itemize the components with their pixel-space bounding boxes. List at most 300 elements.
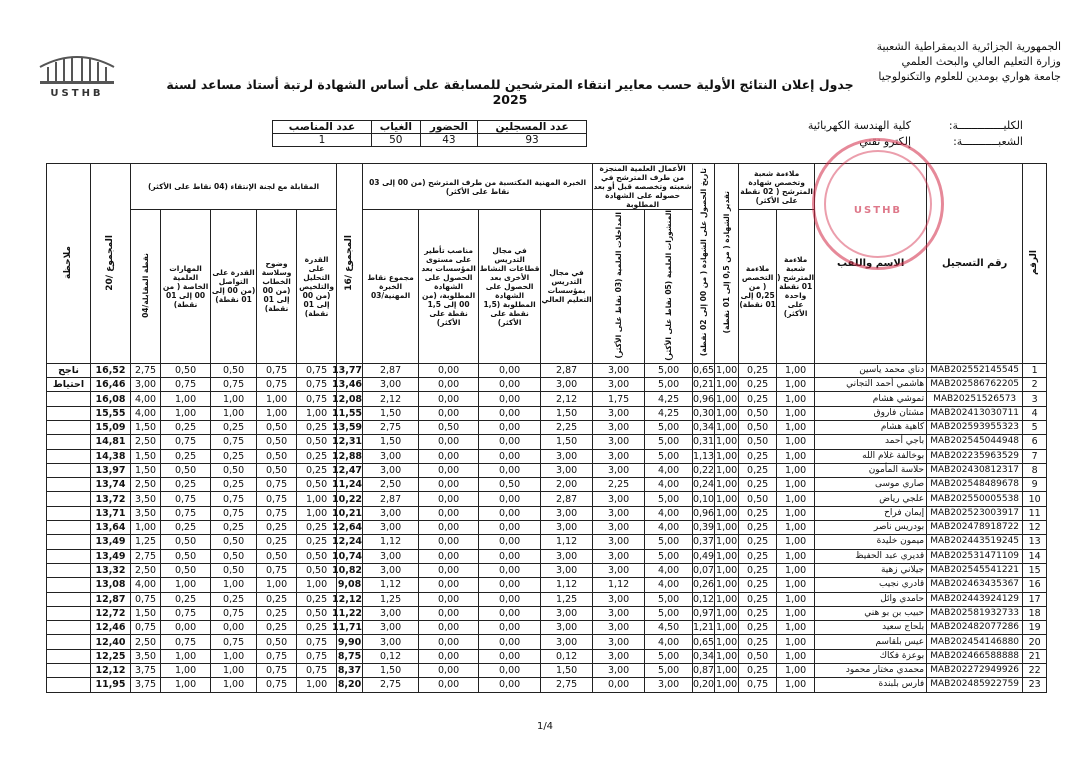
cell-fit-branch: 1,00: [777, 635, 815, 649]
cell-fit-spec: 0,50: [739, 435, 777, 449]
cell-exp-total: 3,00: [363, 549, 419, 563]
cell-supervision: 0,00: [419, 678, 479, 692]
cell-int4: 0,50: [161, 363, 211, 377]
table-row: [47, 621, 1047, 635]
cell-int4: 0,25: [161, 592, 211, 606]
cell-supervision: 0,00: [419, 635, 479, 649]
cell-reg: MAB202552145545: [927, 363, 1023, 377]
cell-pubs: 4,50: [645, 621, 693, 635]
cell-int1: 0,75: [297, 392, 337, 406]
registered-header: عدد المسجلين: [478, 121, 587, 134]
cell-fit-spec: 0,25: [739, 449, 777, 463]
cell-pubs: 4,25: [645, 406, 693, 420]
cell-note: [47, 678, 91, 692]
table-row: [47, 635, 1047, 649]
cell-date: 0,34: [692, 422, 715, 434]
cell-pubs: 5,00: [645, 378, 693, 392]
cell-note: [47, 535, 91, 549]
cell-date: 0,65: [692, 636, 715, 648]
cell-int1: 0,25: [297, 521, 337, 535]
cell-date: 0,10: [692, 493, 715, 505]
cell-int-total: 3,00: [131, 378, 161, 392]
cell-int4: 0,00: [161, 621, 211, 635]
cell-other: 0,00: [479, 506, 541, 520]
cell-reg: MAB202454146880: [927, 635, 1023, 649]
cell-reg: MAB202531471109: [927, 549, 1023, 563]
cell-date: 0,39: [692, 522, 715, 534]
cell-fit-spec: 0,50: [739, 406, 777, 420]
cell-int4: 0,75: [161, 378, 211, 392]
cell-other: 0,00: [479, 392, 541, 406]
cell-fit-branch: 1,00: [777, 435, 815, 449]
cell-total: 13,74: [91, 478, 131, 492]
cell-exp-total: 1,50: [363, 664, 419, 678]
cell-note: [47, 420, 91, 434]
cell-sum16: 12,31: [331, 436, 363, 448]
cell-teach: 3,00: [541, 549, 593, 563]
cell-int3: 0,50: [211, 549, 257, 563]
cell-int4: 0,50: [161, 535, 211, 549]
cell-fit-spec: 0,25: [739, 664, 777, 678]
cell-supervision: 0,00: [419, 463, 479, 477]
cell-date: 0,12: [692, 593, 715, 605]
cell-int2: 0,75: [257, 649, 297, 663]
cell-pubs: 5,00: [645, 449, 693, 463]
cell-int3: 0,75: [211, 635, 257, 649]
cell-supervision: 0,00: [419, 578, 479, 592]
cell-comms: 3,00: [593, 649, 645, 663]
cell-sum16: 8,75: [337, 650, 362, 662]
cell-int4: 0,75: [161, 506, 211, 520]
cell-teach: 2,87: [541, 363, 593, 377]
col-exp-total: مجموع نقاط الخبرة المهنية/03: [363, 210, 419, 364]
col-name: الاسم واللقب: [815, 164, 927, 364]
cell-reg: MAB202443924129: [927, 592, 1023, 606]
cell-int3: 0,25: [211, 420, 257, 434]
cell-exp-total: 3,00: [363, 506, 419, 520]
usthb-logo-caption: USTHB: [50, 88, 104, 99]
cell-int1: 1,00: [297, 406, 337, 420]
cell-total: 12,12: [91, 664, 131, 678]
cell-int-total: 1,50: [131, 606, 161, 620]
cell-teach: 3,00: [541, 606, 593, 620]
cell-fit-branch: 1,00: [777, 492, 815, 506]
cell-supervision: 0,00: [419, 378, 479, 392]
cell-teach: 3,00: [541, 521, 593, 535]
cell-int1: 0,25: [297, 535, 337, 549]
cell-grade: 1,00: [716, 493, 738, 505]
cell-sum16: 11,24: [331, 479, 363, 491]
cell-pubs: 4,00: [645, 506, 693, 520]
cell-reg: MAB202463435367: [927, 578, 1023, 592]
cell-int4: 1,00: [161, 649, 211, 663]
cell-note: [47, 406, 91, 420]
cell-reg: MAB202586762205: [927, 378, 1023, 392]
cell-pubs: 5,00: [645, 664, 693, 678]
cell-int3: 0,25: [211, 521, 257, 535]
cell-total: 16,52: [91, 363, 131, 377]
cell-teach: 3,00: [541, 563, 593, 577]
cell-supervision: 0,00: [419, 478, 479, 492]
cell-grade: 1,00: [716, 450, 738, 462]
cell-supervision: 0,00: [419, 406, 479, 420]
cell-teach: 3,00: [541, 449, 593, 463]
cell-supervision: 0,00: [419, 435, 479, 449]
cell-fit-spec: 0,25: [739, 535, 777, 549]
cell-pubs: 5,00: [645, 435, 693, 449]
cell-name: حامدي وائل: [815, 592, 927, 606]
cell-note: [47, 435, 91, 449]
cell-reg: MAB202430812317: [927, 463, 1023, 477]
cell-sum16: 10,82: [331, 565, 363, 577]
cell-supervision: 0,00: [419, 449, 479, 463]
cell-int3: 1,00: [211, 664, 257, 678]
cell-name: باجي أحمد: [815, 435, 927, 449]
cell-int-total: 2,50: [131, 563, 161, 577]
cell-name: دناي محمد ياسين: [815, 363, 927, 377]
cell-int4: 1,00: [161, 678, 211, 692]
cell-rank: 6: [1023, 435, 1047, 449]
col-grade: تقدير الشهادة ( من 0,5 إلى 01 نقطة): [715, 164, 739, 364]
cell-int2: 0,25: [257, 521, 297, 535]
cell-sum16: 13,46: [331, 379, 363, 391]
cell-note: [47, 563, 91, 577]
cell-exp-total: 3,00: [363, 378, 419, 392]
cell-total: 11,95: [91, 678, 131, 692]
cell-total: 13,49: [91, 535, 131, 549]
col-pubs: المنشورات العلمية (05 نقاط على الأكثر): [645, 210, 693, 364]
cell-teach: 0,12: [541, 649, 593, 663]
cell-supervision: 0,00: [419, 535, 479, 549]
cell-int4: 0,25: [161, 478, 211, 492]
cell-fit-spec: 0,25: [739, 592, 777, 606]
official-stamp-inner: [824, 150, 932, 258]
cell-fit-spec: 0,25: [739, 463, 777, 477]
cell-int-total: 0,75: [131, 592, 161, 606]
cell-int3: 0,50: [211, 563, 257, 577]
cell-date: 0,37: [692, 536, 715, 548]
cell-note: [47, 521, 91, 535]
cell-name: صاري موسى: [815, 478, 927, 492]
cell-grade: 1,00: [716, 622, 738, 634]
cell-other: 0,00: [479, 549, 541, 563]
cell-teach: 1,50: [541, 435, 593, 449]
cell-int4: 1,00: [161, 406, 211, 420]
group-experience: الخبرة المهنية المكتسبة من طرف المترشح (من 00 إلى 03 نقاط على الأكثر): [363, 164, 593, 210]
cell-date: 0,21: [692, 379, 715, 391]
cell-rank: 5: [1023, 420, 1047, 434]
cell-teach: 1,12: [541, 578, 593, 592]
cell-comms: 1,12: [593, 578, 645, 592]
cell-fit-branch: 1,00: [777, 506, 815, 520]
cell-int3: 0,25: [211, 478, 257, 492]
absent-header: الغياب: [371, 121, 420, 134]
cell-rank: 2: [1023, 378, 1047, 392]
cell-other: 0,00: [479, 378, 541, 392]
present-value: 43: [420, 134, 477, 147]
cell-rank: 4: [1023, 406, 1047, 420]
branch-value: إلكترو تقني: [859, 135, 911, 148]
cell-int4: 0,75: [161, 606, 211, 620]
col-date: تاريخ الحصول على الشهادة ( من 00 إلى 02 نقطة): [693, 164, 715, 364]
col-int1: القدرة على التحليل والتلخيص (من 00 إلى 01 نقطة): [297, 210, 337, 364]
cell-exp-total: 1,50: [363, 406, 419, 420]
table-row: [47, 506, 1047, 520]
table-row: [47, 549, 1047, 563]
cell-note: [47, 664, 91, 678]
cell-int4: 0,50: [161, 463, 211, 477]
cell-name: هاشمي أحمد التجاني: [815, 378, 927, 392]
cell-date: 0,49: [692, 550, 715, 562]
cell-int-total: 3,75: [131, 678, 161, 692]
col-note: ملاحظة: [47, 164, 91, 364]
cell-fit-branch: 1,00: [777, 521, 815, 535]
col-int2: وضوح وسلاسة الخطاب (من 00 إلى 01 نقطة): [257, 210, 297, 364]
col-int3: القدرة على التواصل (من 00 إلى 01 نقطة): [211, 210, 257, 364]
cell-reg: MAB202523003917: [927, 506, 1023, 520]
page-number: 1/4: [536, 721, 554, 732]
cell-note: [47, 549, 91, 563]
cell-exp-total: 2,12: [363, 392, 419, 406]
cell-pubs: 5,00: [645, 592, 693, 606]
cell-grade: 1,00: [716, 536, 738, 548]
faculty-label: الكليــــــــــــــة:: [948, 119, 1023, 132]
cell-grade: 1,00: [716, 665, 738, 677]
cell-name: مشتان فاروق: [815, 406, 927, 420]
cell-name: كاهية هشام: [815, 420, 927, 434]
cell-date: 1,21: [692, 622, 715, 634]
cell-pubs: 4,25: [645, 392, 693, 406]
cell-int3: 0,75: [211, 492, 257, 506]
cell-pubs: 5,00: [645, 492, 693, 506]
cell-total: 12,46: [91, 621, 131, 635]
cell-sum16: 12,08: [331, 393, 363, 405]
cell-rank: 22: [1023, 664, 1047, 678]
cell-int1: 0,50: [297, 478, 337, 492]
cell-pubs: 4,00: [645, 578, 693, 592]
cell-comms: 3,00: [593, 363, 645, 377]
cell-fit-branch: 1,00: [777, 363, 815, 377]
cell-pubs: 5,00: [645, 535, 693, 549]
cell-fit-spec: 0,50: [739, 492, 777, 506]
cell-fit-spec: 0,25: [739, 563, 777, 577]
cell-rank: 15: [1023, 563, 1047, 577]
cell-int2: 0,75: [257, 563, 297, 577]
cell-int4: 1,00: [161, 664, 211, 678]
table-row: [47, 578, 1047, 592]
cell-reg: MAB202443519245: [927, 535, 1023, 549]
cell-name: تموشي هشام: [815, 392, 927, 406]
cell-int4: 0,75: [161, 435, 211, 449]
cell-int2: 0,75: [257, 492, 297, 506]
cell-other: 0,00: [479, 563, 541, 577]
cell-reg: MAB202235963529: [927, 449, 1023, 463]
cell-grade: 1,00: [716, 436, 738, 448]
cell-rank: 17: [1023, 592, 1047, 606]
col-other: في مجال التدريس قطاعات النشاط الأخرى بعد الحصول على الشهادة المطلوبة (1,5 نقطة على الأكثر): [479, 210, 541, 364]
cell-pubs: 5,00: [645, 363, 693, 377]
cell-int3: 0,50: [211, 363, 257, 377]
table-row: [47, 449, 1047, 463]
cell-comms: 1,75: [593, 392, 645, 406]
cell-grade: 1,00: [716, 393, 738, 405]
cell-fit-spec: 0,50: [739, 420, 777, 434]
cell-comms: 3,00: [593, 420, 645, 434]
cell-int1: 0,75: [297, 378, 337, 392]
cell-teach: 2,00: [541, 478, 593, 492]
cell-fit-spec: 0,75: [739, 678, 777, 692]
cell-comms: 3,00: [593, 378, 645, 392]
cell-sum16: 10,22: [331, 493, 363, 505]
cell-int-total: 1,25: [131, 535, 161, 549]
cell-name: قادري نجيب: [815, 578, 927, 592]
cell-supervision: 0,00: [419, 606, 479, 620]
cell-int1: 1,00: [297, 578, 337, 592]
cell-other: 0,00: [479, 406, 541, 420]
table-row: [47, 664, 1047, 678]
cell-supervision: 0,00: [419, 363, 479, 377]
cell-fit-spec: 0,25: [739, 378, 777, 392]
cell-exp-total: 3,00: [363, 563, 419, 577]
cell-teach: 2,12: [541, 392, 593, 406]
cell-rank: 23: [1023, 678, 1047, 692]
cell-sum16: 10,21: [331, 507, 363, 519]
cell-reg: MAB202593955323: [927, 420, 1023, 434]
cell-exp-total: 2,87: [363, 363, 419, 377]
cell-note: [47, 592, 91, 606]
cell-fit-branch: 1,00: [777, 678, 815, 692]
cell-int3: 0,25: [211, 592, 257, 606]
cell-other: 0,00: [479, 492, 541, 506]
col-int4: المهارات العلمية الخاصة ( من 00 إلى 01 نقطة): [161, 210, 211, 364]
cell-supervision: 0,00: [419, 621, 479, 635]
cell-total: 13,64: [91, 521, 131, 535]
cell-other: 0,00: [479, 606, 541, 620]
cell-int1: 0,75: [297, 664, 337, 678]
cell-pubs: 4,00: [645, 635, 693, 649]
cell-other: 0,00: [479, 449, 541, 463]
cell-teach: 1,50: [541, 406, 593, 420]
cell-int1: 0,25: [297, 420, 337, 434]
col-sum16: المجموع /16: [337, 164, 363, 364]
cell-date: 0,07: [692, 565, 715, 577]
cell-rank: 20: [1023, 635, 1047, 649]
cell-int3: 1,00: [211, 392, 257, 406]
cell-note: [47, 621, 91, 635]
table-row: [47, 521, 1047, 535]
cell-int1: 0,50: [297, 435, 337, 449]
cell-int-total: 2,50: [131, 478, 161, 492]
table-row: [47, 378, 1047, 392]
cell-sum16: 12,47: [331, 464, 363, 476]
cell-grade: 1,00: [716, 379, 738, 391]
cell-note: [47, 506, 91, 520]
cell-comms: 3,00: [593, 521, 645, 535]
cell-exp-total: 1,50: [363, 435, 419, 449]
cell-other: 0,00: [479, 463, 541, 477]
stamp-text: USTHB: [853, 205, 903, 216]
cell-rank: 1: [1023, 363, 1047, 377]
cell-exp-total: 3,00: [363, 521, 419, 535]
cell-int-total: 3,50: [131, 492, 161, 506]
cell-int4: 1,00: [161, 392, 211, 406]
cell-exp-total: 2,87: [363, 492, 419, 506]
cell-exp-total: 3,00: [363, 635, 419, 649]
cell-grade: 1,00: [716, 550, 738, 562]
cell-comms: 3,00: [593, 435, 645, 449]
cell-pubs: 4,00: [645, 521, 693, 535]
cell-note: [47, 649, 91, 663]
cell-rank: 18: [1023, 606, 1047, 620]
cell-fit-branch: 1,00: [777, 578, 815, 592]
cell-int2: 0,75: [257, 506, 297, 520]
cell-int-total: 1,50: [131, 463, 161, 477]
cell-pubs: 5,00: [645, 420, 693, 434]
cell-pubs: 5,00: [645, 606, 693, 620]
table-row: [47, 535, 1047, 549]
cell-int3: 0,75: [211, 606, 257, 620]
cell-total: 14,38: [91, 449, 131, 463]
cell-comms: 3,00: [593, 664, 645, 678]
cell-int4: 0,25: [161, 420, 211, 434]
cell-name: بوخالفة غلام الله: [815, 449, 927, 463]
table-row: [47, 406, 1047, 420]
cell-grade: 1,00: [716, 464, 738, 476]
cell-reg: MAB202272949926: [927, 664, 1023, 678]
cell-date: 0,65: [692, 364, 715, 376]
table-row: [47, 463, 1047, 477]
cell-exp-total: 2,75: [363, 420, 419, 434]
cell-fit-spec: 0,25: [739, 606, 777, 620]
cell-int4: 0,25: [161, 449, 211, 463]
cell-total: 15,09: [91, 420, 131, 434]
cell-total: 13,49: [91, 549, 131, 563]
republic-line: الجمهورية الجزائرية الديمقراطية الشعبية: [876, 40, 1061, 53]
table-row: [47, 435, 1047, 449]
table-row: [47, 492, 1047, 506]
cell-name: حلاسة المأمون: [815, 463, 927, 477]
cell-teach: 3,00: [541, 635, 593, 649]
cell-date: 0,22: [692, 464, 715, 476]
cell-grade: 1,00: [716, 636, 738, 648]
cell-comms: 3,00: [593, 635, 645, 649]
cell-sum16: 13,77: [331, 364, 363, 376]
cell-total: 12,72: [91, 606, 131, 620]
cell-fit-branch: 1,00: [777, 392, 815, 406]
cell-exp-total: 1,25: [363, 592, 419, 606]
cell-comms: 3,00: [593, 621, 645, 635]
cell-rank: 10: [1023, 492, 1047, 506]
cell-int-total: 2,75: [131, 549, 161, 563]
cell-note: [47, 478, 91, 492]
cell-comms: 2,25: [593, 478, 645, 492]
cell-supervision: 0,00: [419, 521, 479, 535]
cell-exp-total: 3,00: [363, 621, 419, 635]
cell-grade: 1,00: [716, 579, 738, 591]
cell-int3: 0,25: [211, 449, 257, 463]
table-row: [47, 563, 1047, 577]
cell-int2: 0,50: [257, 463, 297, 477]
cell-reg: MAB202485922759: [927, 678, 1023, 692]
cell-int2: 1,00: [257, 578, 297, 592]
col-total: المجموع /20: [91, 164, 131, 364]
cell-fit-branch: 1,00: [777, 606, 815, 620]
cell-name: عيس بلقاسم: [815, 635, 927, 649]
cell-date: 0,30: [692, 407, 715, 419]
cell-int3: 0,75: [211, 506, 257, 520]
cell-grade: 1,00: [716, 522, 738, 534]
cell-pubs: 4,00: [645, 563, 693, 577]
